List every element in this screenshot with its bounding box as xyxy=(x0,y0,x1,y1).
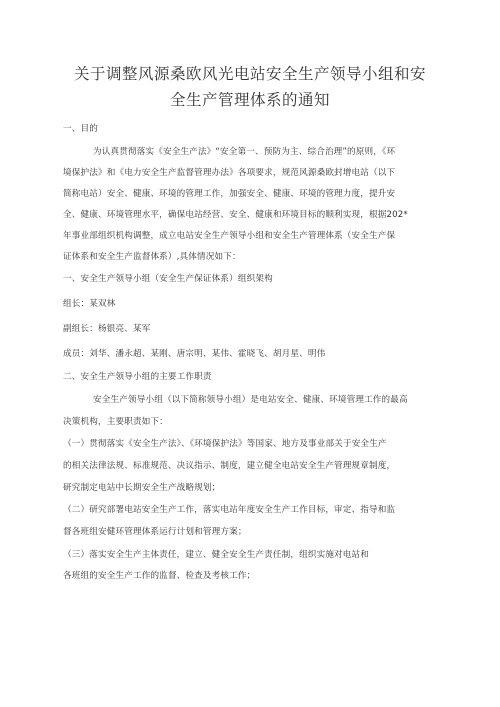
paragraph-1-line-5: 年事业部组织机构调整，成立电站安全生产领导小组和安全生产管理体系（安全生产保 xyxy=(63,231,396,241)
section-1-heading: 一、目的 xyxy=(63,124,98,134)
duty-1-line-3: 研究制定电站中长期安全生产战略规划； xyxy=(63,483,221,493)
duty-2-line-1: （二）研究部署电站安全生产工作，落实电站年度安全生产工作目标，审定、指导和监 xyxy=(63,505,396,515)
document-title-line-2: 全生产管理体系的通知 xyxy=(169,91,330,109)
document-title-line-1: 关于调整风源桑欧风光电站安全生产领导小组和安 xyxy=(73,65,426,83)
duty-1-line-2: 的相关法律法规、标准规范、决议指示、制度，建立健全电站安全生产管理规章制度， xyxy=(63,461,396,471)
paragraph-2-line-2: 决策机构，主要职责如下： xyxy=(63,417,168,427)
members-line: 成员：刘华、潘永超、某刚、唐宗明、某伟、霍晓飞、胡月星、明伟 xyxy=(63,349,326,359)
section-2-heading: 二、安全生产领导小组的主要工作职责 xyxy=(63,372,212,382)
duty-2-line-2: 督各班组安健环管理体系运行计划和管理方案； xyxy=(63,527,247,537)
paragraph-1-line-2: 境保护法》和《电力安全生产监督管理办法》各项要求，规范风源桑欧封增电站（以下 xyxy=(63,168,396,178)
paragraph-1-line-3: 简称电站）安全、健康、环境的管理工作，加强安全、健康、环境的管理力度，提升安 xyxy=(63,189,396,199)
deputy-leader-line: 副组长：杨银亮、某军 xyxy=(63,324,151,334)
duty-3-line-2: 各班组的安全生产工作的监督、检查及考核工作； xyxy=(63,571,256,581)
leader-line: 组长：某双林 xyxy=(63,299,116,309)
duty-1-line-1: （一）贯彻落实《安全生产法》、《环境保护法》等国家、地方及事业部关于安全生产 xyxy=(63,439,387,449)
duty-3-line-1: （三）落实安全生产主体责任，建立、健全安全生产责任制，组织实施对电站和 xyxy=(63,550,370,560)
paragraph-1-line-4: 全、健康、环境管理水平，确保电站经营、安全、健康和环境目标的顺利实现，根据202* xyxy=(63,210,408,220)
section-1-subheading: 一、安全生产领导小组（安全生产保证体系）组织架构 xyxy=(63,274,273,284)
paragraph-1-line-1: 为认真贯彻落实《安全生产法》“安全第一、预防为主、综合治理”的原则，《环 xyxy=(93,147,396,157)
paragraph-2-line-1: 安全生产领导小组（以下简称领导小组）是电站安全、健康、环境管理工作的最高 xyxy=(93,395,408,405)
paragraph-1-line-6: 证体系和安全生产监督体系）,具体情况如下： xyxy=(63,252,241,262)
